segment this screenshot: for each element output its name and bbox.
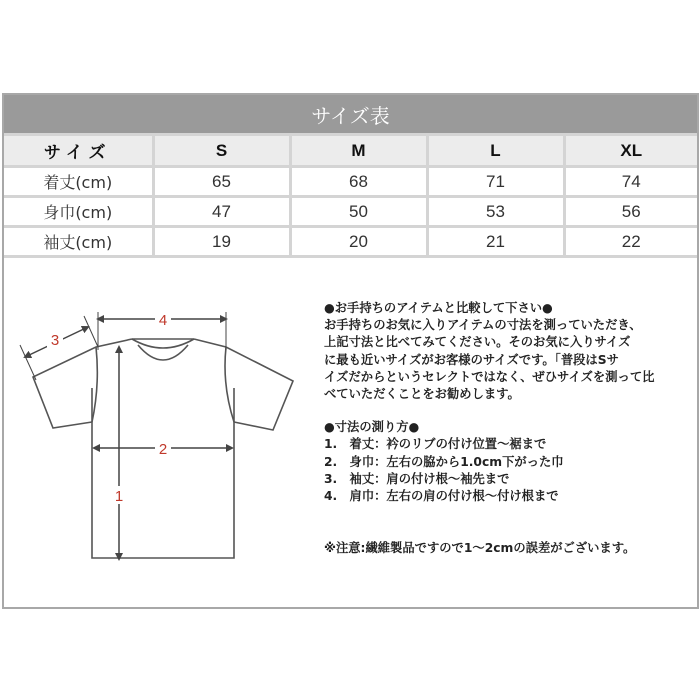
label-4: 4 xyxy=(158,312,168,329)
label-3: 3 xyxy=(50,332,60,349)
row-label-body-width: 身巾(cm) xyxy=(4,197,153,227)
compare-line: イズだからというセレクトではなく、ぜひサイズを測って比 xyxy=(324,369,655,384)
cell-value: 22 xyxy=(564,227,697,257)
cell-value: 71 xyxy=(427,167,564,197)
measurement-arrows xyxy=(20,312,232,559)
size-guide-text xyxy=(324,300,694,557)
size-table xyxy=(4,133,697,258)
compare-line: べていただくことをお勧めします。 xyxy=(324,387,520,402)
compare-heading: ●お手持ちのアイテムと比較して下さい● xyxy=(324,301,553,315)
measure-item: 3. 袖丈：肩の付け根～袖先まで xyxy=(324,471,510,486)
header-xl: XL xyxy=(564,135,697,167)
compare-line: 上記寸法と比べてみてください。そのお気に入りサイズ xyxy=(324,335,631,350)
compare-line: お手持ちのお気に入りアイテムの寸法を測っていただき、 xyxy=(324,318,642,333)
measure-item: 4. 肩巾：左右の肩の付け根～付け根まで xyxy=(324,489,559,504)
cell-value: 50 xyxy=(290,197,427,227)
cell-value: 19 xyxy=(153,227,290,257)
cell-value: 20 xyxy=(290,227,427,257)
size-chart-title: サイズ表 xyxy=(4,95,697,133)
row-label-length: 着丈(cm) xyxy=(4,167,153,197)
cell-value: 65 xyxy=(153,167,290,197)
cell-value: 47 xyxy=(153,197,290,227)
cell-value: 53 xyxy=(427,197,564,227)
label-1: 1 xyxy=(114,488,124,505)
cell-value: 68 xyxy=(290,167,427,197)
tshirt-diagram xyxy=(10,295,310,585)
header-size: サイズ xyxy=(4,135,153,167)
table-row xyxy=(4,197,697,227)
header-m: M xyxy=(290,135,427,167)
cell-value: 21 xyxy=(427,227,564,257)
header-l: L xyxy=(427,135,564,167)
cell-value: 56 xyxy=(564,197,697,227)
measure-item: 2. 身巾：左右の脇から1.0cm下がった巾 xyxy=(324,454,564,469)
cell-value: 74 xyxy=(564,167,697,197)
measure-heading: ●寸法の測り方● xyxy=(324,420,420,435)
table-row xyxy=(4,227,697,257)
table-header-row xyxy=(4,135,697,167)
measure-item: 1. 着丈：衿のリブの付け位置～裾まで xyxy=(324,437,547,452)
measure-section xyxy=(324,419,694,505)
table-row xyxy=(4,167,697,197)
size-chart-frame xyxy=(2,93,699,609)
compare-line: に最も近いサイズがお客様のサイズです。「普段はSサ xyxy=(324,352,619,367)
row-label-sleeve: 袖丈(cm) xyxy=(4,227,153,257)
header-s: S xyxy=(153,135,290,167)
tolerance-note: ※注意:繊維製品ですので1～2cmの誤差がございます。 xyxy=(324,541,636,556)
label-2: 2 xyxy=(158,441,168,458)
